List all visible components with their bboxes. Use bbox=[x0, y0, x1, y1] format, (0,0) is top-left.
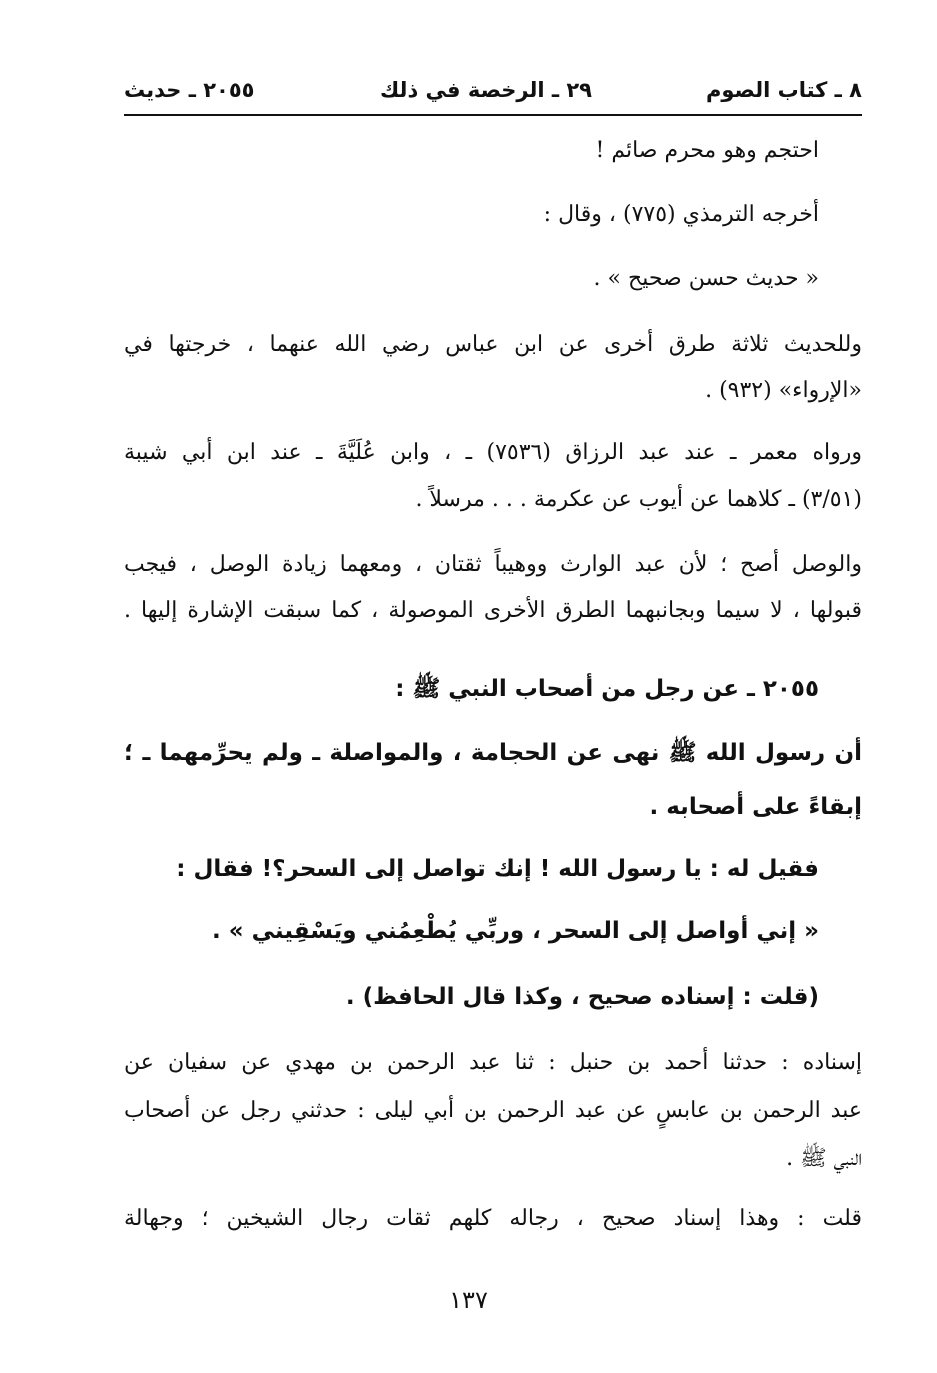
header-hadith-number: ٢٠٥٥ ـ حديث bbox=[124, 78, 255, 102]
hadith-text-line: أن رسول الله ﷺ نهى عن الحجامة ، والمواصلة ـ ولم يحرِّمهما ـ ؛ bbox=[124, 740, 862, 766]
hadith-text-line: « إني أواصل إلى السحر ، وربِّي يُطْعِمُني ويَسْقِيني » . bbox=[212, 918, 819, 944]
text-line: والوصل أصح ؛ لأن عبد الوارث ووهيباً ثقتان ، ومعهما زيادة الوصل ، فيجب bbox=[124, 552, 862, 577]
text-line: وللحديث ثلاثة طرق أخرى عن ابن عباس رضي الله عنهما ، خرجتها في bbox=[124, 332, 862, 357]
running-header bbox=[124, 72, 862, 116]
text-line: ورواه معمر ـ عند عبد الرزاق (٧٥٣٦) ـ ، وابن عُلَيَّةَ ـ عند ابن أبي شيبة bbox=[124, 440, 862, 465]
hadith-text-line: إبقاءً على أصحابه . bbox=[649, 794, 862, 820]
text-line: قلت : وهذا إسناد صحيح ، رجاله كلهم ثقات رجال الشيخين ؛ وجهالة bbox=[124, 1206, 862, 1231]
isnad-line: النبي ﷺ . bbox=[786, 1146, 862, 1171]
text-line: قبولها ، لا سيما وبجانبهما الطرق الأخرى الموصولة ، كما سبقت الإشارة إليها . bbox=[124, 598, 862, 623]
text-line: «الإرواء» (٩٣٢) . bbox=[705, 378, 862, 403]
isnad-line: إسناده : حدثنا أحمد بن حنبل : ثنا عبد الرحمن بن مهدي عن سفيان عن bbox=[124, 1050, 862, 1075]
text-line: « حديث حسن صحيح » . bbox=[593, 266, 819, 291]
text-line: أخرجه الترمذي (٧٧٥) ، وقال : bbox=[543, 202, 819, 227]
hadith-text-line: فقيل له : يا رسول الله ! إنك تواصل إلى السحر؟! فقال : bbox=[176, 856, 819, 882]
grading-note: (قلت : إسناده صحيح ، وكذا قال الحافظ) . bbox=[345, 984, 819, 1010]
text-line: احتجم وهو محرم صائم ! bbox=[595, 138, 819, 163]
hadith-heading: ٢٠٥٥ ـ عن رجل من أصحاب النبي ﷺ : bbox=[395, 676, 819, 702]
text-line: (٣/٥١) ـ كلاهما عن أيوب عن عكرمة . . . مرسلاً . bbox=[415, 487, 862, 512]
header-book-title: ٨ ـ كتاب الصوم bbox=[705, 78, 862, 102]
header-chapter-title: ٢٩ ـ الرخصة في ذلك bbox=[380, 78, 592, 102]
isnad-line: عبد الرحمن بن عابسٍ عن عبد الرحمن بن أبي ليلى : حدثني رجل عن أصحاب bbox=[124, 1098, 862, 1123]
page-number: ١٣٧ bbox=[449, 1286, 488, 1314]
